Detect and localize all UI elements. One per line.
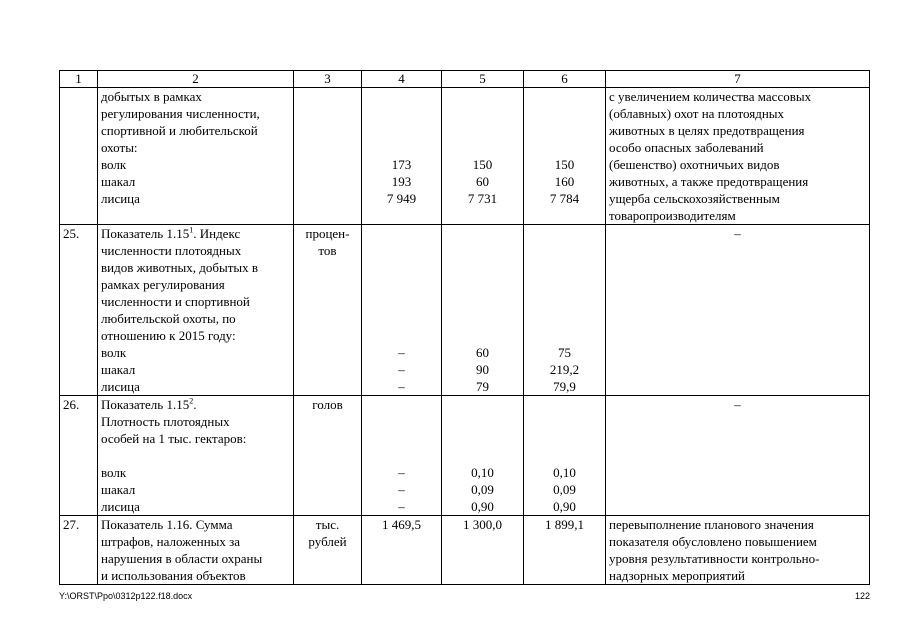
- value: –: [398, 345, 405, 360]
- species-item: волк: [101, 345, 127, 360]
- value: 150: [472, 157, 493, 172]
- value: 219,2: [549, 362, 580, 377]
- header-row: [60, 71, 870, 88]
- table-row: [60, 225, 870, 396]
- value-cell-4: [362, 396, 442, 516]
- table-row: [60, 516, 870, 585]
- value-cell-5: [442, 225, 524, 396]
- value: 79: [476, 379, 489, 394]
- value: 0,09: [553, 482, 576, 497]
- header-col-7: 7: [606, 71, 870, 88]
- table-row: [60, 88, 870, 225]
- species-item: лисица: [101, 191, 140, 206]
- species-item: лисица: [101, 379, 140, 394]
- value-cell-4: [362, 88, 442, 225]
- value: 60: [476, 174, 489, 189]
- species-item: волк: [101, 157, 127, 172]
- value: –: [398, 465, 405, 480]
- value: 160: [554, 174, 575, 189]
- footer-file-path: Y:\ORST\Ppo\0312p122.f18.docx: [59, 591, 193, 601]
- header-col-5: 5: [442, 71, 524, 88]
- species-item: шакал: [101, 174, 136, 189]
- species-item: лисица: [101, 499, 140, 514]
- unit-cell: процен- тов: [294, 225, 362, 396]
- value-cell-5: [442, 396, 524, 516]
- value: 7 949: [386, 191, 417, 206]
- note-cell: –: [606, 396, 870, 516]
- species-item: шакал: [101, 482, 136, 497]
- value: 7 784: [549, 191, 580, 206]
- indicator-title: Показатель 1.15$^1$. Индекс: [101, 225, 241, 241]
- value: –: [398, 482, 405, 497]
- unit-cell: [294, 88, 362, 225]
- value: –: [398, 499, 405, 514]
- note-cell: перевыполнение планового значения показателя обусловлено повышением уровня результативности контрольно- надзорных мероприятий: [606, 516, 870, 585]
- header-col-2: 2: [98, 71, 294, 88]
- value: 60: [476, 345, 489, 360]
- value-cell-6: 1 899,1: [524, 516, 606, 585]
- value-cell-5: [442, 88, 524, 225]
- indicator-cell: Показатель 1.16. Сумма штрафов, наложенных за нарушения в области охраны и использования объектов: [98, 516, 294, 585]
- species-item: волк: [101, 465, 127, 480]
- value: 0,10: [471, 465, 494, 480]
- header-col-6: 6: [524, 71, 606, 88]
- note-cell: с увеличением количества массовых (облавных) охот на плотоядных животных в целях предотвращения особо опасных заболеваний (бешенство) охотничьих видов животных, а также предотвращения ущерба сельскохозяйственным товаропроизводителям: [606, 88, 870, 225]
- value: 90: [476, 362, 489, 377]
- table-row: [60, 396, 870, 516]
- value-cell-6: [524, 396, 606, 516]
- value: 0,10: [553, 465, 576, 480]
- row-number: 25.: [60, 225, 98, 396]
- value: –: [398, 362, 405, 377]
- header-col-1: 1: [60, 71, 98, 88]
- value-cell-4: 1 469,5: [362, 516, 442, 585]
- row-number: 27.: [60, 516, 98, 585]
- species-item: шакал: [101, 362, 136, 377]
- page-number: 122: [854, 591, 870, 601]
- value: 7 731: [467, 191, 498, 206]
- indicator-cell: [98, 396, 294, 516]
- note-cell: –: [606, 225, 870, 396]
- report-table: [59, 70, 870, 585]
- value-cell-4: [362, 225, 442, 396]
- indicator-text: добытых в рамках регулирования численности, спортивной и любительской охоты:: [101, 89, 260, 155]
- value: –: [398, 379, 405, 394]
- header-col-3: 3: [294, 71, 362, 88]
- value-cell-6: [524, 88, 606, 225]
- indicator-cell: [98, 225, 294, 396]
- indicator-cell: [98, 88, 294, 225]
- value: 79,9: [553, 379, 576, 394]
- value: 0,09: [471, 482, 494, 497]
- unit-cell: голов: [294, 396, 362, 516]
- value: 150: [554, 157, 575, 172]
- indicator-text: Плотность плотоядных особей на 1 тыс. гектаров:: [101, 414, 247, 446]
- indicator-text: численности плотоядных видов животных, добытых в рамках регулирования численности и спортивной любительской охоты, по отношению к 2015 году:: [101, 243, 259, 343]
- value: 173: [391, 157, 412, 172]
- row-number: 26.: [60, 396, 98, 516]
- value-cell-6: [524, 225, 606, 396]
- header-col-4: 4: [362, 71, 442, 88]
- value: 0,90: [553, 499, 576, 514]
- value: 75: [558, 345, 571, 360]
- indicator-title: Показатель 1.15$^2$.: [101, 396, 197, 412]
- unit-cell: тыс. рублей: [294, 516, 362, 585]
- value-cell-5: 1 300,0: [442, 516, 524, 585]
- value: 193: [391, 174, 412, 189]
- value: 0,90: [471, 499, 494, 514]
- row-number: [60, 88, 98, 225]
